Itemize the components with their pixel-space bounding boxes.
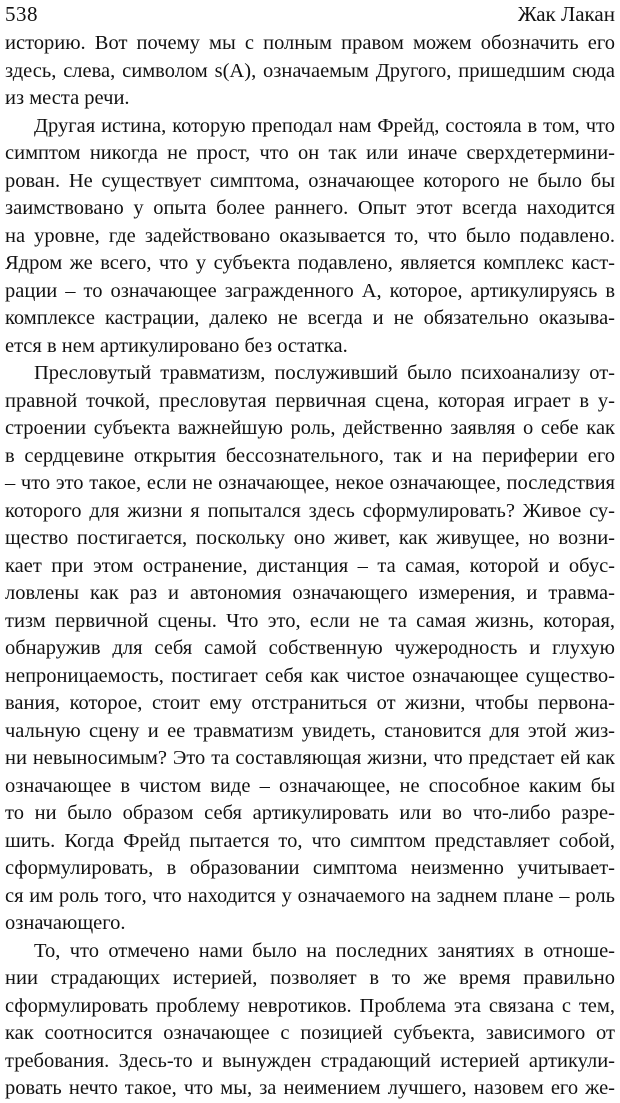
text-line: комплексе кастрации, далеко не всегда и не обязательно оказыва-	[5, 307, 615, 329]
text-line: заимствовано у опыта более раннего. Опыт этот всегда находится	[5, 197, 615, 219]
text-line: строении субъекта важнейшую роль, действенно заявляя о себе как	[5, 417, 615, 439]
text-line: требования. Здесь-то и вынужден страдающий истерией артикули-	[5, 1049, 615, 1072]
text-line: ни невыносимым? Это та составляющая жизни, что предстает ей как	[5, 747, 615, 769]
text-line: щество постигается, поскольку оно живет, как живущее, но возни-	[5, 527, 615, 549]
text-line: симптом никогда не прост, что он так или иначе сверхдетермини-	[5, 142, 615, 164]
text-line: – что это такое, если не означающее, некое означающее, последствия	[5, 472, 615, 494]
text-line: сформулировать проблему невротиков. Проблема эта связана с тем,	[5, 994, 615, 1017]
text-line: тизм первичной сцены. Что это, если не та самая жизнь, которая,	[5, 609, 615, 632]
text-line: как соотносится означающее с позицией субъекта, зависимого от	[5, 1022, 615, 1044]
text-line: из места речи.	[5, 87, 130, 109]
text-line: Ядром же всего, что у субъекта подавлено, является комплекс каст-	[5, 252, 615, 274]
text-line: рации – то означающее загражденного А, которое, артикулируясь в	[5, 279, 615, 302]
text-line: ровать нечто такое, что мы, за неимением лучшего, назовем его же-	[5, 1077, 615, 1099]
text-line: ся им роль того, что находится у означаемого на заднем плане – роль	[5, 884, 615, 907]
paragraph-first-line: Пресловутый травматизм, послуживший было психоанализу от-	[34, 362, 615, 384]
text-line: нии страдающих истерией, позволяет в то же время правильно	[5, 967, 615, 989]
text-line: означающее в чистом виде – означающее, не способное каким бы	[5, 774, 615, 797]
text-line: шить. Когда Фрейд пытается то, что симптом представляет собой,	[5, 829, 615, 852]
page-number: 538	[5, 2, 38, 26]
text-line: кает при этом остранение, дистанция – та самая, которой и обус-	[5, 554, 615, 577]
text-line: на уровне, где задействовано оказывается то, что было подавлено.	[5, 224, 615, 247]
text-line: сформулировать, в образовании симптома неизменно учитывает-	[5, 857, 615, 879]
text-line: рован. Не существует симптома, означающее которого не было бы	[5, 169, 615, 192]
text-line: непроницаемость, постигает себя как чистое означающее существо-	[5, 664, 615, 687]
text-line: здесь, слева, символом s(A), означаемым Другого, пришедшим сюда	[5, 59, 615, 82]
text-line: означающего.	[5, 912, 126, 934]
text-line: в сердцевине открытия бессознательного, так и на периферии его	[5, 444, 615, 467]
text-line: то ни было образом себя артикулировать или во что-либо разре-	[5, 802, 615, 824]
text-line: ется в нем артикулировано без остатка.	[5, 334, 348, 357]
text-line: обнаружив для себя самой собственную чужеродность и глухую	[5, 637, 615, 659]
text-line: которого для жизни я попытался здесь сформулировать? Живое су-	[5, 499, 615, 522]
text-line: ловлены как раз и автономия означающего измерения, и травма-	[5, 582, 615, 604]
paragraph-first-line: Другая истина, которую преподал нам Фрейд, состояла в том, что	[34, 114, 615, 137]
running-head: Жак Лакан	[517, 2, 615, 26]
text-line: чальную сцену и ее травматизм увидеть, становится для этой жиз-	[5, 719, 615, 742]
text-line: вания, которое, стоит ему отстраниться от жизни, чтобы первона-	[5, 692, 615, 714]
paragraph-first-line: То, что отмечено нами было на последних занятиях в отноше-	[34, 939, 615, 962]
text-line: историю. Вот почему мы с полным правом можем обозначить его	[5, 32, 615, 54]
text-line: правной точкой, пресловутая первичная сцена, которая играет в у-	[5, 389, 615, 412]
page-header	[0, 0, 620, 30]
